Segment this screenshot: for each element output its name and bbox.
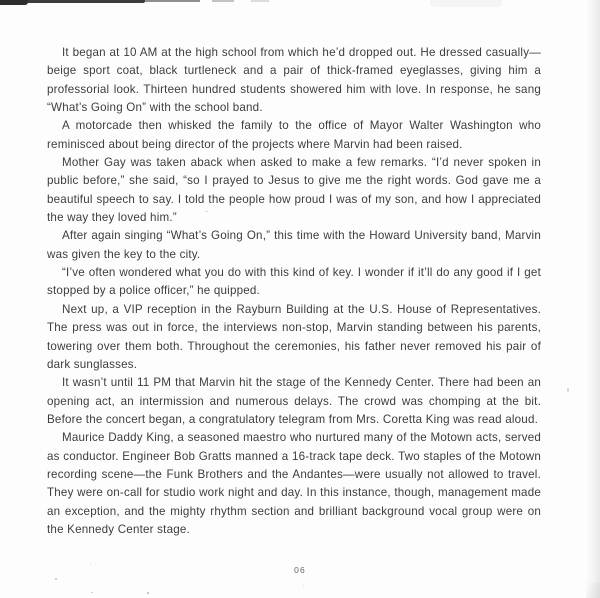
page-number: 06 bbox=[294, 565, 306, 575]
paragraph-8: Maurice Daddy King, a seasoned maestro who nurtured many of the Motown acts, served as conductor. Engineer Bob Gratts manned a 16-track tape deck. Two staples of the Motown recording scene—the Funk Brothers and the Andantes—were usually not allowed to travel. They were on-call for studio work night and day. In this instance, though, management made an exception, and the mighty rhythm section and brilliant background vocal group were on the Kennedy Center stage. bbox=[47, 431, 541, 536]
page-text-block bbox=[47, 44, 541, 539]
page-corner-shade bbox=[586, 582, 600, 598]
scan-artifact-top-patch bbox=[430, 0, 502, 7]
page-edge-shadow bbox=[586, 0, 600, 598]
dust-speck bbox=[147, 592, 149, 594]
dust-speck bbox=[55, 578, 57, 580]
paragraph-4: After again singing “What’s Going On,” this time with the Howard University band, Marvin was given the key to the city. bbox=[47, 229, 541, 261]
paragraph-3: Mother Gay was taken aback when asked to make a few remarks. “I’d never spoken in public before,” she said, “so I prayed to Jesus to give me the right words. God gave me a beautiful speech to say. I told the people how proud I was of my son, and how I appreciated the way they loved him.” bbox=[47, 156, 541, 225]
paragraph-1: It began at 10 AM at the high school from which he’d dropped out. He dressed casually—beige sport coat, black turtleneck and a pair of thick-framed eyeglasses, giving him a professorial look. Thirteen hundred students showered him with love. In response, he sang “What’s Going On” with the school band. bbox=[47, 46, 541, 115]
paragraph-5: “I’ve often wondered what you do with this kind of key. I wonder if it’ll do any good if I get stopped by a police officer,” he quipped. bbox=[47, 266, 541, 298]
dust-speck bbox=[303, 585, 304, 586]
paragraph-7: It wasn’t until 11 PM that Marvin hit the stage of the Kennedy Center. There had been an opening act, an intermission and numerous delays. The crowd was chomping at the bit. Before the concert began, a congratulatory telegram from Mrs. Coretta King was read aloud. bbox=[47, 376, 541, 426]
scan-artifact-top-left-corner bbox=[0, 0, 28, 5]
dust-speck bbox=[90, 563, 91, 564]
dust-speck bbox=[91, 592, 93, 593]
scan-artifact-top-strip-fade bbox=[145, 0, 200, 2]
dust-speck bbox=[567, 388, 569, 392]
scan-artifact-top-strip-fade bbox=[212, 0, 234, 2]
paragraph-2: A motorcade then whisked the family to the office of Mayor Walter Washington who reminisced about being director of the projects where Marvin had been raised. bbox=[47, 119, 541, 151]
paragraph-6: Next up, a VIP reception in the Rayburn Building at the U.S. House of Representatives. The press was out in force, the interviews non-stop, Marvin standing between his parents, towering over them both. Throughout the ceremonies, his father never removed his pair of dark sunglasses. bbox=[47, 302, 541, 371]
scan-artifact-top-strip-fade bbox=[251, 0, 269, 2]
scan-artifact-top-strip bbox=[0, 0, 145, 3]
